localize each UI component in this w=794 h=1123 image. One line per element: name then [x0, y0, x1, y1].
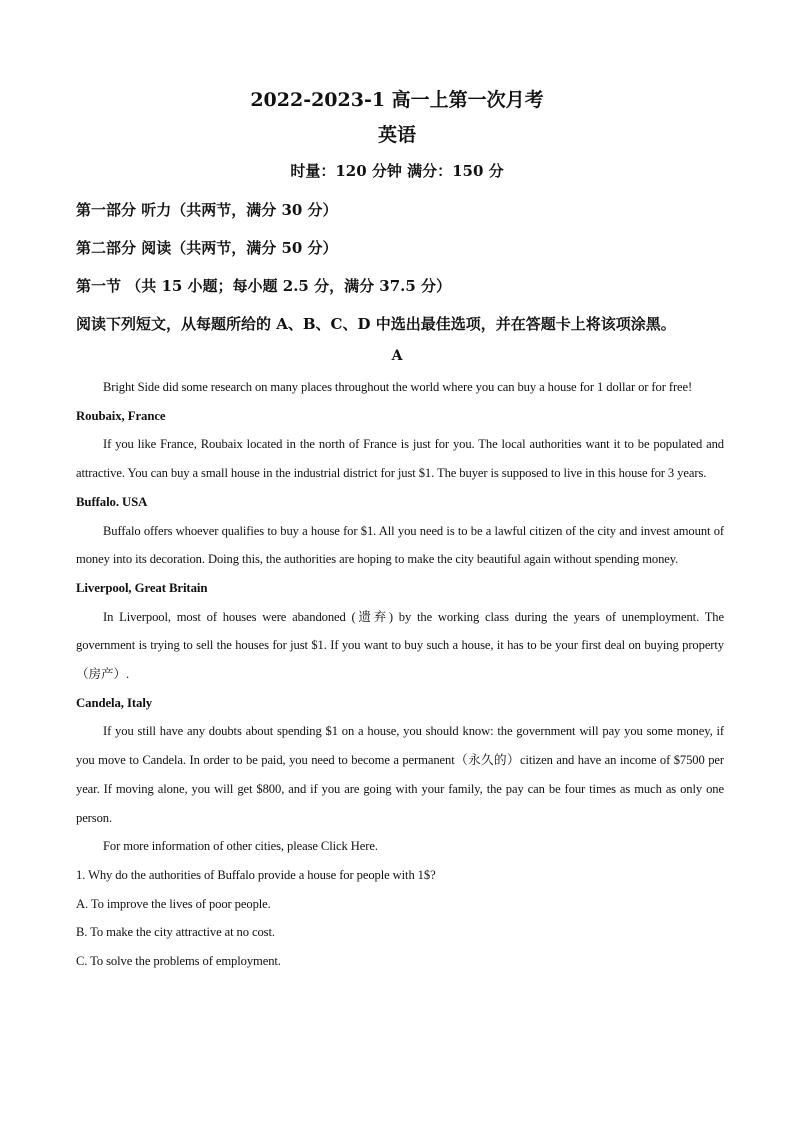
instruction-text: 阅读下列短文，从每题所给的 A、B、C、D 中选出最佳选项，并在答题卡上将该项涂黑。	[76, 315, 676, 333]
place-text-liverpool: In Liverpool, most of houses were abandoned (遗弃) by the working class during the years of unemployment. The government is trying to sell the houses for just $1. If you want to buy such a house, it has to be your first deal on buying property（房产）.	[76, 609, 724, 682]
question-1-option-c: C. To solve the problems of employment.	[76, 954, 281, 969]
section1-heading: 第一节 （共 15 小题；每小题 2.5 分，满分 37.5 分）	[76, 277, 452, 295]
passage-label: A	[391, 348, 403, 364]
question-1-option-b: B. To make the city attractive at no cost.	[76, 925, 275, 940]
place-text-buffalo: Buffalo offers whoever qualifies to buy a house for $1. All you need is to be a lawful citizen of the city and invest amount of money into its decoration. Doing this, the authorities are hoping to make the city beautiful again without spending money.	[76, 523, 724, 567]
place-heading-buffalo: Buffalo. USA	[76, 494, 148, 509]
subject-title: 英语	[377, 124, 416, 146]
passage-body	[76, 373, 724, 976]
question-1-option-a: A. To improve the lives of poor people.	[76, 896, 271, 911]
passage-intro: Bright Side did some research on many places throughout the world where you can buy a house for 1 dollar or for free!	[103, 380, 693, 394]
exam-title: 2022-2023-1 高一上第一次月考	[250, 89, 544, 111]
question-1-stem: 1. Why do the authorities of Buffalo provide a house for people with 1$?	[76, 867, 436, 882]
place-heading-candela: Candela, Italy	[76, 695, 153, 710]
time-info: 时量：120 分钟 满分：150 分	[290, 162, 504, 180]
passage-closing: For more information of other cities, please Click Here.	[103, 839, 378, 854]
place-heading-roubaix: Roubaix, France	[76, 408, 166, 423]
place-text-candela: If you still have any doubts about spending $1 on a house, you should know: the government will pay you some money, if you move to Candela. In order to be paid, you need to become a permanent（永久的）citizen and have an income of $7500 per year. If moving alone, you will get $800, and if you are going with your family, the pay can be four times as much as only one person.	[76, 724, 724, 825]
part2-heading: 第二部分 阅读（共两节，满分 50 分）	[76, 239, 338, 257]
place-text-roubaix: If you like France, Roubaix located in the north of France is just for you. The local authorities want it to be populated and attractive. You can buy a small house in the industrial district for just $1. The buyer is supposed to live in this house for 3 years.	[76, 437, 724, 481]
place-heading-liverpool: Liverpool, Great Britain	[76, 580, 208, 595]
part1-heading: 第一部分 听力（共两节，满分 30 分）	[76, 201, 338, 219]
